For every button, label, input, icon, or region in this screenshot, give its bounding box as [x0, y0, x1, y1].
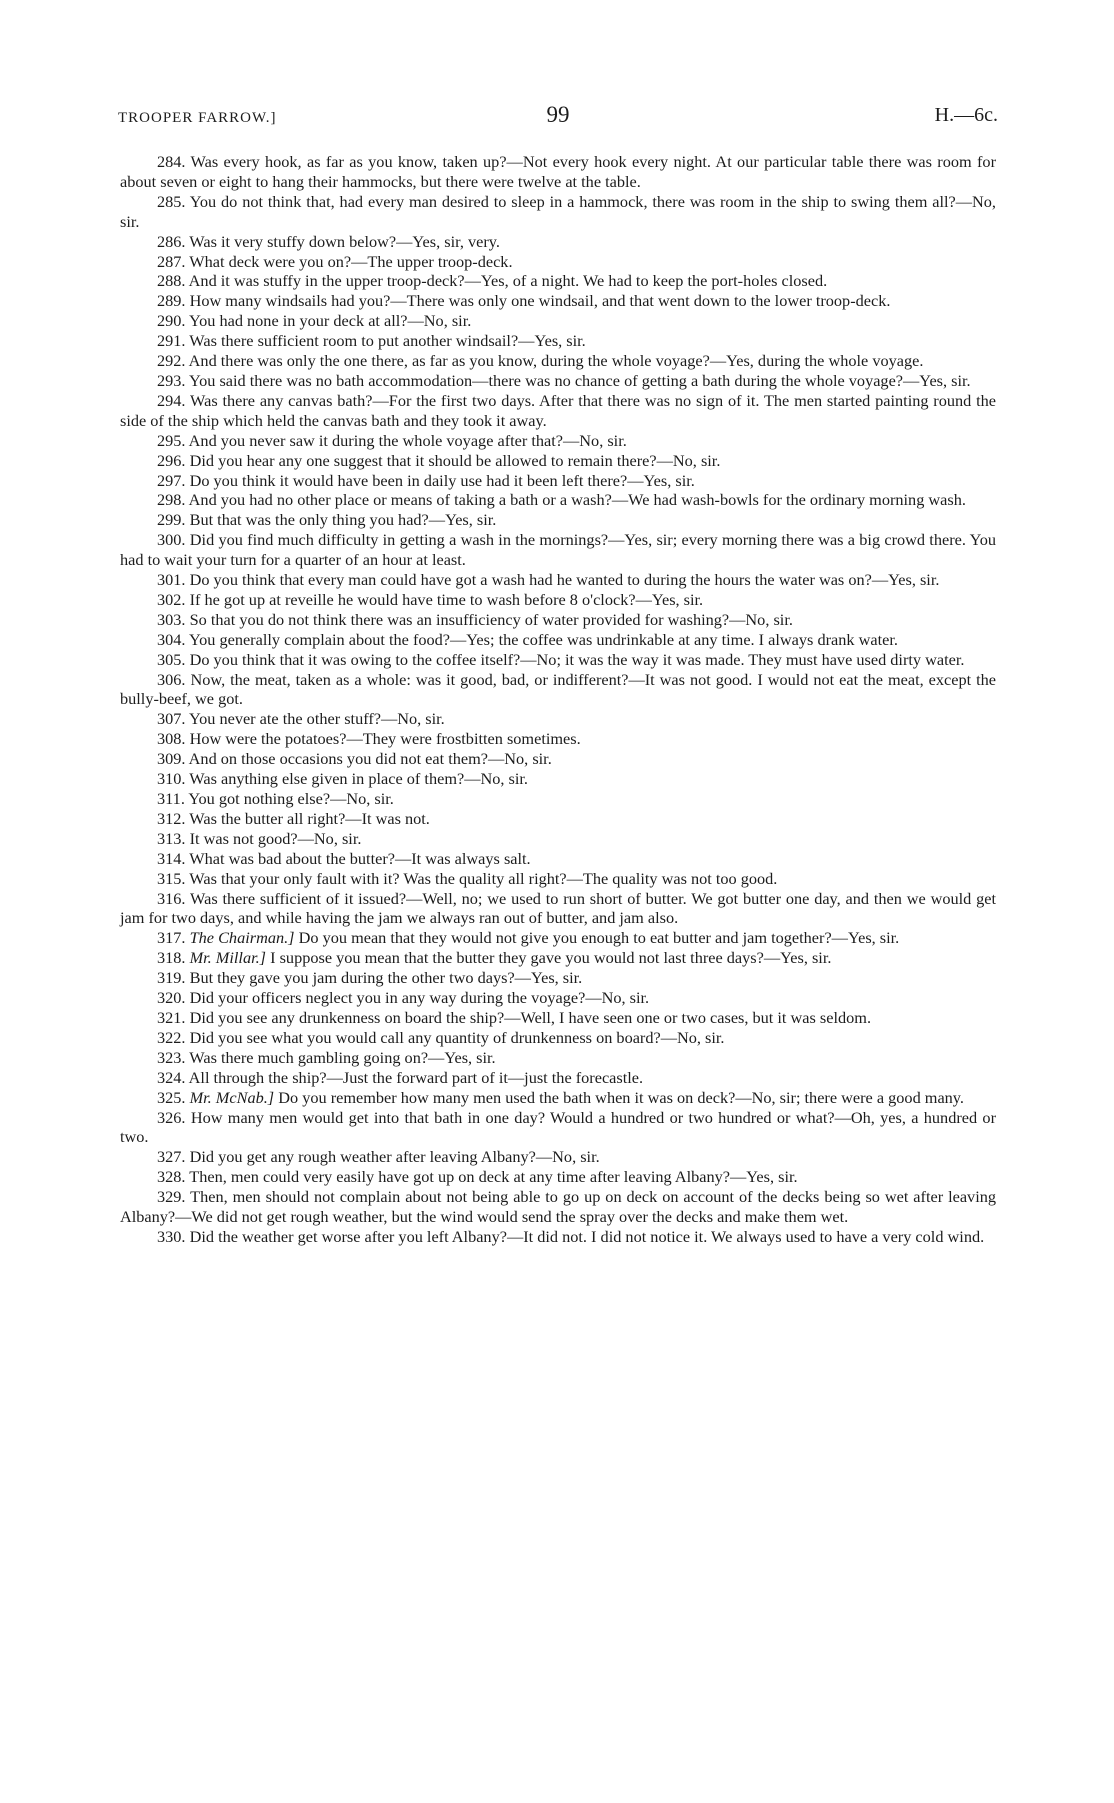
question-317 — [120, 928, 996, 948]
question-text: And it was stuffy in the upper troop-deck?—Yes, of a night. We had to keep the port-holes closed. — [188, 271, 828, 291]
question-text: You do not think that, had every man desired to sleep in a hammock, there was room in the ship to swing them all?—No, sir. — [120, 191, 996, 231]
question-301 — [120, 570, 996, 590]
question-321 — [120, 1008, 996, 1028]
question-296 — [120, 451, 996, 471]
question-number: 321. — [157, 1007, 186, 1027]
question-305 — [120, 650, 996, 670]
question-302 — [120, 590, 996, 610]
question-289 — [120, 291, 996, 311]
question-number: 315. — [157, 868, 186, 888]
question-text: Was it very stuffy down below?—Yes, sir, very. — [189, 231, 500, 251]
question-318 — [120, 948, 996, 968]
question-306 — [120, 670, 996, 710]
question-328 — [120, 1167, 996, 1187]
question-number: 286. — [157, 231, 186, 251]
question-299 — [120, 510, 996, 530]
question-number: 307. — [157, 709, 186, 729]
question-312 — [120, 809, 996, 829]
question-297 — [120, 471, 996, 491]
question-322 — [120, 1028, 996, 1048]
question-text: Do you think that it was owing to the coffee itself?—No; it was the way it was made. They must have used dirty water. — [189, 649, 965, 669]
question-number: 305. — [157, 649, 186, 669]
question-number: 299. — [157, 510, 186, 530]
question-text: Did your officers neglect you in any way during the voyage?—No, sir. — [189, 988, 650, 1008]
question-310 — [120, 769, 996, 789]
question-284 — [120, 152, 996, 192]
question-309 — [120, 749, 996, 769]
question-text: And you had no other place or means of taking a bath or a wash?—We had wash-bowls for the ordinary morning wash. — [188, 490, 966, 510]
question-text: But they gave you jam during the other two days?—Yes, sir. — [189, 968, 583, 988]
question-text: Then, men could very easily have got up on deck at any time after leaving Albany?—Yes, sir. — [189, 1167, 798, 1187]
question-text: If he got up at reveille he would have time to wash before 8 o'clock?—Yes, sir. — [189, 589, 704, 609]
question-326 — [120, 1108, 996, 1148]
question-text: How many windsails had you?—There was only one windsail, and that went down to the lower troop-deck. — [189, 291, 891, 311]
question-number: 294. — [157, 390, 186, 410]
question-text: You generally complain about the food?—Yes; the coffee was undrinkable at any time. I always drank water. — [188, 629, 898, 649]
question-314 — [120, 849, 996, 869]
speaker-label: The Chairman.] — [189, 928, 295, 948]
question-number: 311. — [157, 789, 185, 808]
question-text: Was that your only fault with it? Was the quality all right?—The quality was not too good. — [189, 868, 778, 888]
question-number: 303. — [157, 609, 186, 629]
question-text: Was there much gambling going on?—Yes, sir. — [189, 1047, 496, 1067]
question-text: Did the weather get worse after you left Albany?—It did not. I did not notice it. We always used to have a very cold wind. — [189, 1226, 985, 1246]
question-number: 297. — [157, 470, 186, 490]
question-text: Do you think that every man could have got a wash had he wanted to during the hours the water was on?—Yes, sir. — [189, 570, 940, 590]
question-number: 323. — [157, 1047, 186, 1067]
speaker-label: Mr. Millar.] — [189, 948, 267, 968]
question-number: 295. — [157, 430, 186, 450]
question-number: 285. — [157, 191, 186, 211]
question-291 — [120, 331, 996, 351]
question-number: 306. — [157, 669, 186, 689]
speaker-label: Mr. McNab.] — [189, 1087, 275, 1107]
question-number: 284. — [157, 152, 186, 171]
question-number: 298. — [157, 490, 186, 510]
question-298 — [120, 490, 996, 510]
question-329 — [120, 1187, 996, 1227]
question-text: You never ate the other stuff?—No, sir. — [188, 709, 445, 729]
question-number: 287. — [157, 251, 186, 271]
question-number: 317. — [157, 928, 186, 948]
question-number: 300. — [157, 530, 186, 550]
question-286 — [120, 232, 996, 252]
question-number: 310. — [157, 769, 186, 789]
question-number: 291. — [157, 331, 186, 351]
question-text: You said there was no bath accommodation—there was no chance of getting a bath during the whole voyage?—Yes, sir. — [188, 370, 971, 390]
question-number: 326. — [157, 1107, 186, 1127]
question-number: 313. — [157, 828, 186, 848]
page-header — [118, 102, 998, 132]
question-number: 322. — [157, 1027, 186, 1047]
question-330 — [120, 1227, 996, 1247]
question-number: 314. — [157, 848, 186, 868]
question-text: Do you remember how many men used the bath when it was on deck?—No, sir; there were a good many. — [278, 1087, 964, 1107]
question-number: 316. — [157, 888, 186, 908]
question-number: 325. — [157, 1087, 186, 1107]
question-320 — [120, 988, 996, 1008]
question-290 — [120, 311, 996, 331]
question-number: 290. — [157, 311, 186, 331]
testimony-body — [120, 152, 996, 1247]
page-number: 99 — [546, 102, 570, 127]
question-text: How were the potatoes?—They were frostbitten sometimes. — [189, 729, 581, 749]
question-319 — [120, 968, 996, 988]
question-text: Was there any canvas bath?—For the first two days. After that there was no sign of it. The men started painting round the side of the ship which held the canvas bath and they took it away. — [120, 390, 996, 430]
question-295 — [120, 431, 996, 451]
question-number: 289. — [157, 291, 186, 311]
question-text: Did you see any drunkenness on board the ship?—Well, I have seen one or two cases, but it was seldom. — [189, 1007, 872, 1027]
question-text: I suppose you mean that the butter they gave you would not last three days?—Yes, sir. — [270, 948, 832, 968]
question-text: What was bad about the butter?—It was always salt. — [189, 848, 531, 868]
question-text: And there was only the one there, as far as you know, during the whole voyage?—Yes, during the whole voyage. — [188, 351, 924, 371]
question-285 — [120, 192, 996, 232]
question-text: What deck were you on?—The upper troop-deck. — [189, 251, 513, 271]
question-323 — [120, 1048, 996, 1068]
question-287 — [120, 252, 996, 272]
question-294 — [120, 391, 996, 431]
question-311 — [120, 789, 996, 809]
question-text: Was every hook, as far as you know, taken up?—Not every hook every night. At our particular table there was room for about seven or eight to hang their hammocks, but there were twelve at the table. — [120, 152, 996, 191]
question-number: 330. — [157, 1226, 186, 1246]
question-text: Did you hear any one suggest that it should be allowed to remain there?—No, sir. — [189, 450, 721, 470]
question-text: Do you think it would have been in daily use had it been left there?—Yes, sir. — [189, 470, 695, 490]
question-text: You had none in your deck at all?—No, sir. — [188, 311, 472, 331]
question-number: 327. — [157, 1147, 186, 1167]
question-315 — [120, 869, 996, 889]
question-number: 302. — [157, 589, 186, 609]
question-number: 293. — [157, 370, 186, 390]
question-number: 320. — [157, 988, 186, 1008]
question-text: Did you find much difficulty in getting a wash in the mornings?—Yes, sir; every morning there was a big crowd there. You had to wait your turn for a quarter of an hour at least. — [120, 530, 996, 570]
question-304 — [120, 630, 996, 650]
question-308 — [120, 729, 996, 749]
question-300 — [120, 530, 996, 570]
question-text: All through the ship?—Just the forward part of it—just the forecastle. — [188, 1067, 644, 1087]
question-325 — [120, 1088, 996, 1108]
question-text: Now, the meat, taken as a whole: was it good, bad, or indifferent?—It was not good. I would not eat the meat, except the bully-beef, we got. — [120, 669, 996, 709]
document-reference: H.—6c. — [934, 104, 998, 126]
question-324 — [120, 1068, 996, 1088]
question-text: Was anything else given in place of them?—No, sir. — [189, 769, 528, 789]
question-text: Then, men should not complain about not being able to go up on deck on account of the decks being so wet after leaving Albany?—We did not get rough weather, but the wind would send the spray over the decks and make them wet. — [120, 1187, 996, 1227]
question-number: 304. — [157, 629, 186, 649]
question-327 — [120, 1147, 996, 1167]
question-number: 301. — [157, 570, 186, 590]
question-292 — [120, 351, 996, 371]
question-text: And on those occasions you did not eat them?—No, sir. — [188, 749, 552, 769]
question-text: Was there sufficient of it issued?—Well, no; we used to run short of butter. We got butter one day, and then we would get jam for two days, and while having the jam we always ran out of butter, and jam also. — [120, 888, 997, 928]
question-316 — [120, 889, 996, 929]
question-303 — [120, 610, 996, 630]
question-text: Was the butter all right?—It was not. — [189, 808, 430, 828]
question-number: 319. — [157, 968, 186, 988]
question-number: 328. — [157, 1167, 186, 1187]
question-307 — [120, 709, 996, 729]
question-number: 318. — [157, 948, 186, 968]
question-text: So that you do not think there was an insufficiency of water provided for washing?—No, sir. — [189, 609, 793, 629]
question-text: And you never saw it during the whole voyage after that?—No, sir. — [188, 430, 627, 450]
question-text: How many men would get into that bath in one day? Would a hundred or two hundred or what?—Oh, yes, a hundred or two. — [120, 1107, 996, 1147]
question-number: 324. — [157, 1067, 186, 1087]
question-313 — [120, 829, 996, 849]
question-text: Was there sufficient room to put another windsail?—Yes, sir. — [189, 331, 586, 351]
question-number: 312. — [157, 808, 186, 828]
question-text: You got nothing else?—No, sir. — [188, 789, 394, 808]
question-text: Do you mean that they would not give you enough to eat butter and jam together?—Yes, sir. — [298, 928, 900, 948]
question-number: 329. — [157, 1187, 186, 1207]
question-text: It was not good?—No, sir. — [189, 828, 362, 848]
question-293 — [120, 371, 996, 391]
running-head: TROOPER FARROW.] — [118, 110, 277, 126]
question-number: 296. — [157, 450, 186, 470]
question-number: 308. — [157, 729, 186, 749]
question-number: 292. — [157, 351, 186, 371]
question-text: Did you get any rough weather after leaving Albany?—No, sir. — [189, 1147, 600, 1167]
question-288 — [120, 271, 996, 291]
question-number: 309. — [157, 749, 186, 769]
question-text: But that was the only thing you had?—Yes, sir. — [189, 510, 497, 530]
question-number: 288. — [157, 271, 186, 291]
question-text: Did you see what you would call any quantity of drunkenness on board?—No, sir. — [189, 1027, 725, 1047]
